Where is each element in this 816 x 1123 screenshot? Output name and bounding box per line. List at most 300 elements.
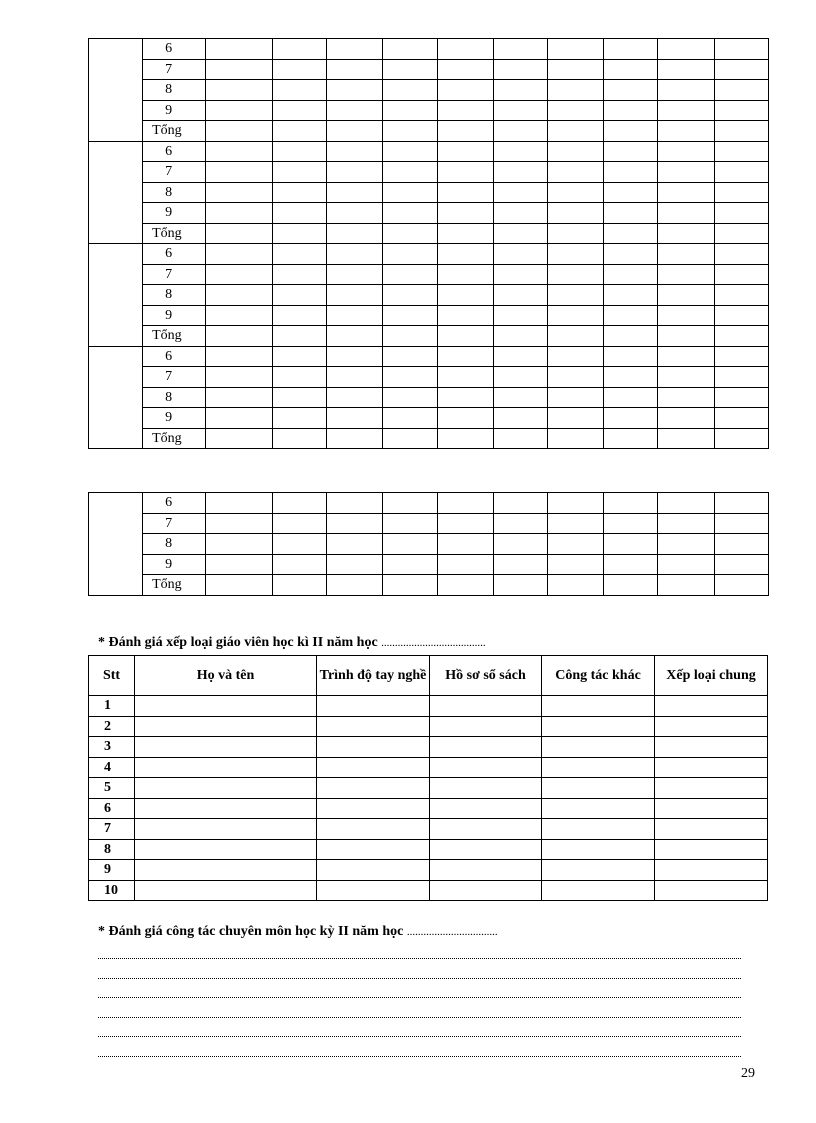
empty-cell (714, 534, 768, 555)
empty-cell (714, 264, 768, 285)
empty-cell (205, 264, 272, 285)
empty-cell (548, 264, 604, 285)
group-cell (89, 141, 143, 244)
empty-cell (273, 121, 327, 142)
empty-cell (205, 182, 272, 203)
grade-label: 8 (143, 534, 206, 555)
empty-cell (604, 513, 658, 534)
grade-label: 8 (143, 387, 206, 408)
empty-cell (205, 346, 272, 367)
grade-row (89, 182, 769, 203)
empty-cell (273, 575, 327, 596)
empty-cell (273, 305, 327, 326)
empty-cell (205, 387, 272, 408)
empty-cell (135, 737, 317, 758)
empty-cell (493, 223, 547, 244)
empty-cell (205, 100, 272, 121)
empty-cell (437, 59, 493, 80)
row-number: 5 (89, 778, 135, 799)
empty-cell (317, 716, 430, 737)
empty-cell (658, 305, 714, 326)
empty-cell (658, 182, 714, 203)
grade-row (89, 346, 769, 367)
empty-cell (714, 100, 768, 121)
empty-cell (437, 326, 493, 347)
empty-cell (658, 534, 714, 555)
dotted-line (98, 997, 741, 998)
empty-cell (383, 575, 437, 596)
empty-cell (205, 244, 272, 265)
empty-cell (327, 575, 383, 596)
grade-row (89, 141, 769, 162)
empty-cell (205, 493, 272, 514)
empty-cell (493, 100, 547, 121)
empty-cell (548, 121, 604, 142)
empty-cell (604, 203, 658, 224)
teacher-row (89, 880, 768, 901)
empty-cell (658, 100, 714, 121)
empty-cell (493, 59, 547, 80)
empty-cell (714, 285, 768, 306)
grade-row (89, 428, 769, 449)
empty-cell (437, 305, 493, 326)
empty-cell (383, 305, 437, 326)
empty-cell (714, 59, 768, 80)
empty-cell (658, 244, 714, 265)
empty-cell (383, 367, 437, 388)
row-number: 7 (89, 819, 135, 840)
empty-cell (658, 513, 714, 534)
empty-cell (658, 59, 714, 80)
empty-cell (604, 326, 658, 347)
empty-cell (327, 554, 383, 575)
empty-cell (273, 387, 327, 408)
empty-cell (542, 716, 655, 737)
empty-cell (604, 59, 658, 80)
grade-label: Tổng (143, 326, 206, 347)
empty-cell (493, 80, 547, 101)
empty-cell (714, 203, 768, 224)
teacher-row (89, 819, 768, 840)
empty-cell (327, 285, 383, 306)
empty-cell (493, 367, 547, 388)
empty-cell (205, 305, 272, 326)
empty-cell (548, 408, 604, 429)
empty-cell (655, 819, 768, 840)
empty-cell (658, 285, 714, 306)
column-header: Xếp loại chung (655, 656, 768, 696)
grade-row (89, 575, 769, 596)
empty-cell (273, 141, 327, 162)
empty-cell (327, 513, 383, 534)
group-cell (89, 346, 143, 449)
empty-cell (430, 716, 542, 737)
empty-cell (493, 326, 547, 347)
empty-cell (273, 513, 327, 534)
empty-cell (437, 346, 493, 367)
empty-cell (658, 141, 714, 162)
empty-cell (493, 408, 547, 429)
grade-table-1 (88, 38, 769, 449)
empty-cell (714, 326, 768, 347)
empty-cell (714, 387, 768, 408)
empty-cell (548, 80, 604, 101)
empty-cell (493, 162, 547, 183)
empty-cell (205, 121, 272, 142)
empty-cell (604, 285, 658, 306)
grade-row (89, 367, 769, 388)
empty-cell (383, 80, 437, 101)
empty-cell (205, 326, 272, 347)
empty-cell (604, 244, 658, 265)
empty-cell (548, 141, 604, 162)
empty-cell (327, 121, 383, 142)
grade-label: 6 (143, 493, 206, 514)
empty-cell (205, 39, 272, 60)
empty-cell (658, 203, 714, 224)
empty-cell (655, 737, 768, 758)
empty-cell (714, 367, 768, 388)
empty-cell (604, 141, 658, 162)
empty-cell (714, 182, 768, 203)
row-number: 3 (89, 737, 135, 758)
empty-cell (383, 554, 437, 575)
grade-row (89, 387, 769, 408)
empty-cell (493, 182, 547, 203)
empty-cell (273, 244, 327, 265)
empty-cell (437, 575, 493, 596)
empty-cell (604, 493, 658, 514)
empty-cell (655, 696, 768, 717)
empty-cell (658, 162, 714, 183)
empty-cell (383, 408, 437, 429)
empty-cell (383, 513, 437, 534)
empty-cell (604, 428, 658, 449)
grade-label: 6 (143, 39, 206, 60)
empty-cell (383, 203, 437, 224)
empty-cell (437, 223, 493, 244)
empty-cell (604, 182, 658, 203)
teacher-row (89, 778, 768, 799)
empty-cell (437, 182, 493, 203)
empty-cell (327, 534, 383, 555)
empty-cell (383, 162, 437, 183)
empty-cell (205, 428, 272, 449)
empty-cell (493, 285, 547, 306)
empty-cell (327, 387, 383, 408)
row-number: 2 (89, 716, 135, 737)
empty-cell (327, 80, 383, 101)
empty-cell (205, 203, 272, 224)
empty-cell (548, 305, 604, 326)
empty-cell (658, 408, 714, 429)
empty-cell (273, 162, 327, 183)
column-header: Công tác khác (542, 656, 655, 696)
empty-cell (658, 346, 714, 367)
empty-cell (493, 244, 547, 265)
empty-cell (437, 554, 493, 575)
empty-cell (548, 326, 604, 347)
grade-row (89, 285, 769, 306)
empty-cell (430, 819, 542, 840)
empty-cell (548, 387, 604, 408)
empty-cell (658, 387, 714, 408)
empty-cell (383, 534, 437, 555)
empty-cell (327, 182, 383, 203)
empty-cell (317, 737, 430, 758)
empty-cell (135, 716, 317, 737)
empty-cell (604, 554, 658, 575)
empty-cell (658, 223, 714, 244)
teacher-evaluation-heading-text: * Đánh giá xếp loại giáo viên học kì II năm học (98, 635, 378, 650)
empty-cell (205, 408, 272, 429)
empty-cell (542, 839, 655, 860)
empty-cell (383, 326, 437, 347)
empty-cell (658, 554, 714, 575)
empty-cell (437, 367, 493, 388)
empty-cell (135, 819, 317, 840)
grade-label: 9 (143, 554, 206, 575)
empty-cell (658, 428, 714, 449)
empty-cell (655, 880, 768, 901)
empty-cell (493, 264, 547, 285)
empty-cell (714, 575, 768, 596)
empty-cell (205, 80, 272, 101)
empty-cell (317, 757, 430, 778)
empty-cell (604, 264, 658, 285)
empty-cell (658, 575, 714, 596)
empty-cell (317, 696, 430, 717)
empty-cell (714, 305, 768, 326)
professional-evaluation-heading-text: * Đánh giá công tác chuyên môn học kỳ II năm học (98, 924, 404, 939)
empty-cell (437, 203, 493, 224)
empty-cell (548, 223, 604, 244)
empty-cell (205, 367, 272, 388)
empty-cell (317, 860, 430, 881)
empty-cell (327, 264, 383, 285)
empty-cell (714, 493, 768, 514)
grade-row (89, 121, 769, 142)
empty-cell (135, 880, 317, 901)
grade-row (89, 534, 769, 555)
empty-cell (135, 798, 317, 819)
empty-cell (205, 513, 272, 534)
empty-cell (604, 100, 658, 121)
grade-row (89, 203, 769, 224)
empty-cell (135, 757, 317, 778)
empty-cell (548, 100, 604, 121)
grade-row (89, 326, 769, 347)
empty-cell (548, 367, 604, 388)
empty-cell (273, 346, 327, 367)
empty-cell (714, 244, 768, 265)
empty-cell (383, 264, 437, 285)
empty-cell (655, 716, 768, 737)
empty-cell (658, 493, 714, 514)
empty-cell (548, 182, 604, 203)
empty-cell (655, 778, 768, 799)
grade-row (89, 100, 769, 121)
column-header: Stt (89, 656, 135, 696)
empty-cell (493, 513, 547, 534)
empty-cell (273, 223, 327, 244)
dotted-line (98, 1017, 741, 1018)
empty-cell (493, 346, 547, 367)
empty-cell (493, 554, 547, 575)
empty-cell (317, 819, 430, 840)
column-header: Họ và tên (135, 656, 317, 696)
empty-cell (135, 696, 317, 717)
column-header: Trình độ tay nghề (317, 656, 430, 696)
grade-label: 9 (143, 408, 206, 429)
empty-cell (437, 285, 493, 306)
group-cell (89, 244, 143, 347)
empty-cell (383, 182, 437, 203)
empty-cell (327, 346, 383, 367)
empty-cell (430, 860, 542, 881)
empty-cell (383, 428, 437, 449)
empty-cell (493, 387, 547, 408)
empty-cell (437, 100, 493, 121)
teacher-evaluation-heading (98, 635, 486, 651)
empty-cell (437, 513, 493, 534)
empty-cell (604, 80, 658, 101)
empty-cell (317, 798, 430, 819)
empty-cell (714, 346, 768, 367)
empty-cell (714, 513, 768, 534)
empty-cell (327, 326, 383, 347)
empty-cell (437, 121, 493, 142)
empty-cell (714, 223, 768, 244)
empty-cell (383, 244, 437, 265)
grade-label: 8 (143, 182, 206, 203)
empty-cell (317, 778, 430, 799)
empty-cell (273, 203, 327, 224)
empty-cell (273, 493, 327, 514)
empty-cell (430, 778, 542, 799)
empty-cell (273, 428, 327, 449)
empty-cell (542, 860, 655, 881)
empty-cell (604, 305, 658, 326)
row-number: 4 (89, 757, 135, 778)
empty-cell (327, 367, 383, 388)
empty-cell (383, 100, 437, 121)
empty-cell (493, 141, 547, 162)
empty-cell (714, 141, 768, 162)
row-number: 9 (89, 860, 135, 881)
empty-cell (273, 554, 327, 575)
empty-cell (548, 285, 604, 306)
empty-cell (317, 839, 430, 860)
row-number: 10 (89, 880, 135, 901)
grade-table-2 (88, 492, 769, 596)
empty-cell (542, 880, 655, 901)
grade-label: Tổng (143, 428, 206, 449)
empty-cell (273, 59, 327, 80)
empty-cell (383, 141, 437, 162)
empty-cell (327, 428, 383, 449)
group-cell (89, 493, 143, 596)
empty-cell (604, 121, 658, 142)
empty-cell (548, 244, 604, 265)
empty-cell (658, 367, 714, 388)
empty-cell (205, 59, 272, 80)
empty-cell (273, 367, 327, 388)
empty-cell (383, 346, 437, 367)
empty-cell (548, 554, 604, 575)
empty-cell (542, 757, 655, 778)
empty-cell (604, 346, 658, 367)
grade-label: 7 (143, 162, 206, 183)
empty-cell (655, 860, 768, 881)
empty-cell (273, 408, 327, 429)
empty-cell (493, 203, 547, 224)
empty-cell (430, 880, 542, 901)
empty-cell (542, 778, 655, 799)
empty-cell (437, 264, 493, 285)
grade-row (89, 39, 769, 60)
empty-cell (273, 80, 327, 101)
grade-row (89, 264, 769, 285)
empty-cell (135, 839, 317, 860)
empty-cell (714, 39, 768, 60)
teacher-row (89, 798, 768, 819)
empty-cell (327, 39, 383, 60)
empty-cell (548, 162, 604, 183)
empty-cell (714, 162, 768, 183)
teacher-row (89, 757, 768, 778)
empty-cell (383, 39, 437, 60)
grade-label: 6 (143, 346, 206, 367)
grade-label: 6 (143, 244, 206, 265)
empty-cell (542, 696, 655, 717)
empty-cell (327, 141, 383, 162)
empty-cell (430, 737, 542, 758)
empty-cell (493, 428, 547, 449)
empty-cell (714, 408, 768, 429)
empty-cell (317, 880, 430, 901)
grade-row (89, 408, 769, 429)
empty-cell (604, 575, 658, 596)
grade-row (89, 59, 769, 80)
empty-cell (714, 80, 768, 101)
grade-label: 7 (143, 513, 206, 534)
column-header: Hồ sơ sổ sách (430, 656, 542, 696)
empty-cell (714, 121, 768, 142)
empty-cell (542, 819, 655, 840)
empty-cell (548, 203, 604, 224)
empty-cell (604, 39, 658, 60)
empty-cell (493, 534, 547, 555)
empty-cell (437, 428, 493, 449)
empty-cell (655, 757, 768, 778)
grade-row (89, 80, 769, 101)
teacher-row (89, 860, 768, 881)
empty-cell (273, 182, 327, 203)
empty-cell (273, 39, 327, 60)
teacher-row (89, 839, 768, 860)
empty-cell (604, 387, 658, 408)
empty-cell (437, 493, 493, 514)
empty-cell (327, 305, 383, 326)
empty-cell (430, 798, 542, 819)
empty-cell (135, 778, 317, 799)
grade-row (89, 513, 769, 534)
empty-cell (493, 39, 547, 60)
empty-cell (658, 39, 714, 60)
empty-cell (383, 223, 437, 244)
empty-cell (273, 326, 327, 347)
